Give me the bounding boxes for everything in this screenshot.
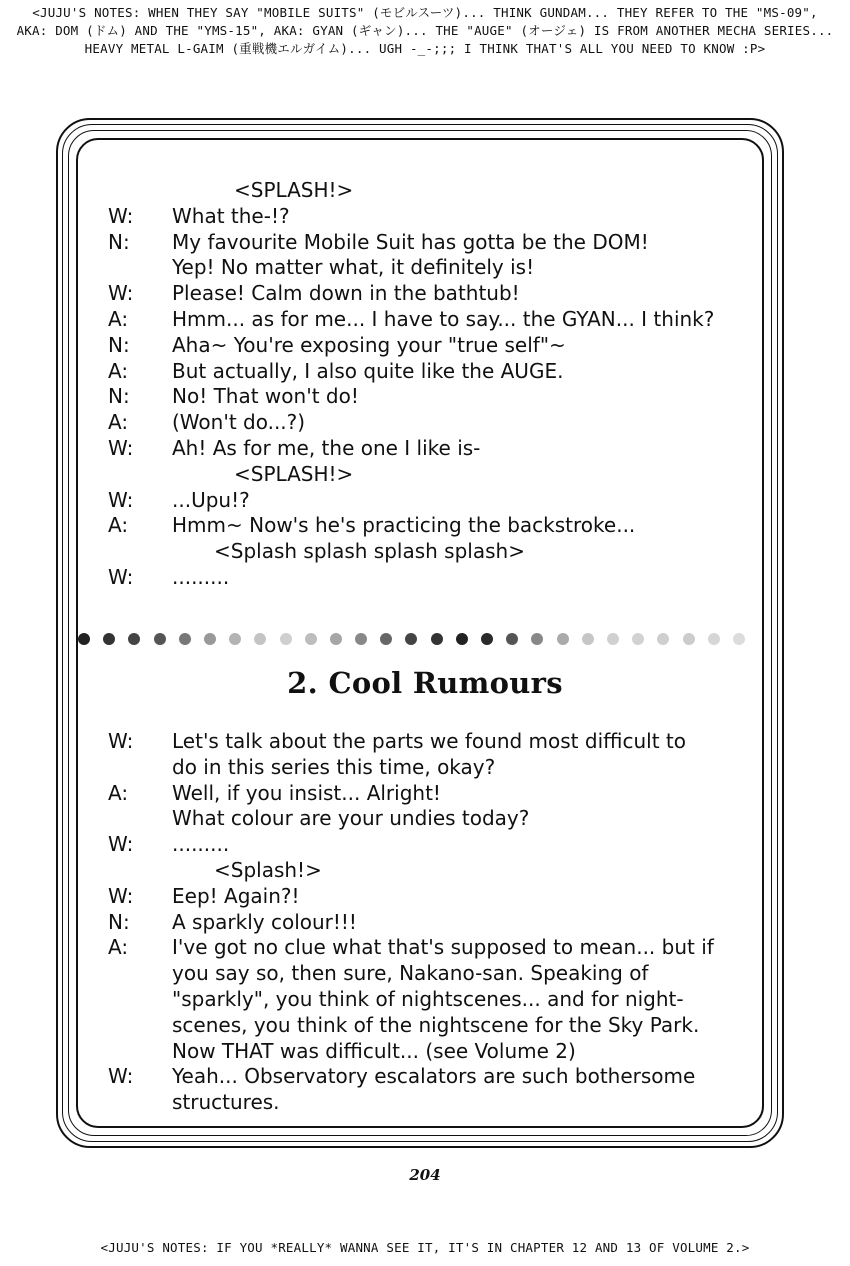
- dialogue-text: Hmm~ Now's he's practicing the backstroke...: [172, 513, 636, 538]
- dialogue-line: [108, 359, 758, 385]
- divider-dot: [657, 633, 669, 645]
- dialogue-line: [108, 729, 758, 755]
- dialogue-text: scenes, you think of the nightscene for the Sky Park.: [172, 1012, 700, 1037]
- speaker-label: A:: [108, 780, 129, 805]
- divider-dot: [582, 633, 594, 645]
- divider-dot: [179, 633, 191, 645]
- speaker-label: W:: [108, 832, 134, 857]
- speaker-label: [108, 806, 172, 832]
- divider-dot: [229, 633, 241, 645]
- dialogue-text: Eep! Again?!: [172, 883, 300, 908]
- divider-dot: [481, 633, 493, 645]
- speaker-label: N:: [108, 332, 130, 357]
- dialogue-text: I've got no clue what that's supposed to mean... but if: [172, 935, 714, 960]
- speaker-label: W:: [108, 1064, 134, 1089]
- dialogue-text: structures.: [172, 1090, 280, 1115]
- dialogue-text: Let's talk about the parts we found most difficult to: [172, 729, 686, 753]
- dialogue-text: Well, if you insist... Alright!: [172, 780, 441, 805]
- divider-dot: [506, 633, 518, 645]
- sound-effect-line: [108, 462, 758, 488]
- dialogue-line: [108, 1039, 758, 1065]
- dialogue-line: [108, 384, 758, 410]
- speaker-label: A:: [108, 410, 129, 435]
- dialogue-text: Aha~ You're exposing your "true self"~: [172, 332, 566, 357]
- divider-dot: [280, 633, 292, 645]
- divider-dot: [380, 633, 392, 645]
- divider-dot: [103, 633, 115, 645]
- dialogue-line: [108, 935, 758, 961]
- speaker-label: W:: [108, 281, 134, 306]
- dialogue-line: [108, 987, 758, 1013]
- speaker-label: W:: [108, 729, 134, 753]
- divider-dot: [204, 633, 216, 645]
- divider-dot: [330, 633, 342, 645]
- divider-dot: [355, 633, 367, 645]
- dialogue-line: [108, 307, 758, 333]
- speaker-label: W:: [108, 435, 134, 460]
- dialogue-text: you say so, then sure, Nakano-san. Speaking of: [172, 961, 649, 986]
- speaker-label: A:: [108, 513, 129, 538]
- dialogue-text: What colour are your undies today?: [172, 806, 530, 831]
- divider-dot: [254, 633, 266, 645]
- divider-dot: [128, 633, 140, 645]
- speaker-label: [108, 1039, 172, 1065]
- dialogue-line: [108, 832, 758, 858]
- speaker-label: W:: [108, 487, 134, 512]
- divider-dot: [607, 633, 619, 645]
- dialogue-line: [108, 961, 758, 987]
- sound-effect-line: [108, 178, 758, 204]
- divider-dot: [708, 633, 720, 645]
- translator-note-line: <JUJU'S NOTES: WHEN THEY SAY "MOBILE SUITS" (モビルスーツ)... THINK GUNDAM... THEY REFER TO THE "MS-09",: [32, 5, 818, 20]
- dialogue-text: But actually, I also quite like the AUGE.: [172, 358, 564, 383]
- dialogue-text: Ah! As for me, the one I like is-: [172, 435, 481, 460]
- dialogue-text: (Won't do...?): [172, 410, 306, 435]
- speaker-label: [108, 961, 172, 987]
- translator-note-bottom: <JUJU'S NOTES: IF YOU *REALLY* WANNA SEE IT, IT'S IN CHAPTER 12 AND 13 OF VOLUME 2.>: [100, 1240, 750, 1255]
- speaker-label: W:: [108, 883, 134, 908]
- dialogue-text: No! That won't do!: [172, 384, 359, 409]
- divider-dot: [683, 633, 695, 645]
- speaker-label: N:: [108, 229, 130, 254]
- dialogue-line: [108, 333, 758, 359]
- dialogue-line: [108, 255, 758, 281]
- speaker-label: A:: [108, 358, 129, 383]
- dialogue-line: [108, 1064, 758, 1090]
- speaker-label: W:: [108, 203, 134, 228]
- divider-dot: [78, 633, 90, 645]
- speaker-label: A:: [108, 306, 129, 331]
- sound-effect: <SPLASH!>: [234, 461, 354, 486]
- divider-dot: [632, 633, 644, 645]
- dialogue-section-1: [108, 178, 758, 591]
- dialogue-text: Hmm... as for me... I have to say... the GYAN... I think?: [172, 306, 715, 331]
- dialogue-line: [108, 910, 758, 936]
- divider-dot: [405, 633, 417, 645]
- dialogue-line: [108, 410, 758, 436]
- dialogue-line: [108, 806, 758, 832]
- dialogue-text: What the-!?: [172, 203, 290, 228]
- translator-note-line: AKA: DOM (ドム) AND THE "YMS-15", AKA: GYAN (ギャン)... THE "AUGE" (オージェ) IS FROM ANOTHER MECHA SERIES...: [16, 23, 834, 38]
- dialogue-text: do in this series this time, okay?: [172, 754, 496, 779]
- speaker-label: W:: [108, 564, 134, 589]
- dialogue-line: [108, 781, 758, 807]
- dialogue-text: "sparkly", you think of nightscenes... and for night-: [172, 986, 684, 1011]
- dotted-divider: [78, 630, 778, 648]
- divider-dot: [305, 633, 317, 645]
- speaker-label: [108, 255, 172, 281]
- sound-effect-line: [108, 858, 758, 884]
- sound-effect: <Splash splash splash splash>: [214, 539, 525, 564]
- speaker-label: [108, 755, 172, 781]
- speaker-label: N:: [108, 384, 130, 409]
- dialogue-line: [108, 513, 758, 539]
- dialogue-text: .........: [172, 832, 230, 857]
- divider-dot: [733, 633, 745, 645]
- dialogue-text: Now THAT was difficult... (see Volume 2): [172, 1038, 576, 1063]
- divider-dot: [456, 633, 468, 645]
- dialogue-line: [108, 755, 758, 781]
- dialogue-text: A sparkly colour!!!: [172, 909, 357, 934]
- dialogue-line: [108, 1090, 758, 1116]
- dialogue-text: ...Upu!?: [172, 487, 250, 512]
- speaker-label: A:: [108, 935, 129, 960]
- sound-effect: <SPLASH!>: [234, 178, 354, 202]
- dialogue-line: [108, 1013, 758, 1039]
- dialogue-line: [108, 884, 758, 910]
- sound-effect: <Splash!>: [214, 857, 322, 882]
- speaker-label: N:: [108, 909, 130, 934]
- dialogue-line: [108, 565, 758, 591]
- speaker-label: [108, 987, 172, 1013]
- translator-note-top: [0, 4, 850, 58]
- dialogue-line: [108, 488, 758, 514]
- divider-dot: [557, 633, 569, 645]
- speaker-label: [108, 1090, 172, 1116]
- translator-note-line: HEAVY METAL L-GAIM (重戦機エルガイム)... UGH -_-;;; I THINK THAT'S ALL YOU NEED TO KNOW :P>: [84, 41, 766, 56]
- section-title: 2. Cool Rumours: [287, 666, 563, 700]
- dialogue-line: [108, 230, 758, 256]
- divider-dot: [431, 633, 443, 645]
- dialogue-section-2: [108, 729, 758, 1116]
- dialogue-text: .........: [172, 564, 230, 589]
- speaker-label: [108, 1013, 172, 1039]
- divider-dot: [154, 633, 166, 645]
- page-number: 204: [409, 1166, 441, 1184]
- dialogue-line: [108, 436, 758, 462]
- dialogue-line: [108, 281, 758, 307]
- dialogue-line: [108, 204, 758, 230]
- dialogue-text: Yep! No matter what, it definitely is!: [172, 255, 535, 280]
- dialogue-text: My favourite Mobile Suit has gotta be the DOM!: [172, 229, 649, 254]
- divider-dot: [531, 633, 543, 645]
- sound-effect-line: [108, 539, 758, 565]
- dialogue-text: Yeah... Observatory escalators are such bothersome: [172, 1064, 696, 1089]
- dialogue-text: Please! Calm down in the bathtub!: [172, 281, 520, 306]
